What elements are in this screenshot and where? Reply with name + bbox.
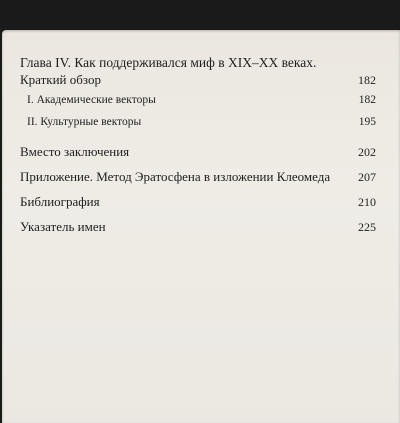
toc-subentry (20, 114, 376, 130)
leader (330, 180, 358, 181)
toc-entry-label: Приложение. Метод Эратосфена в изложении Клеомеда (20, 169, 331, 184)
toc-page-number: 182 (358, 73, 376, 87)
leader (129, 155, 358, 156)
toc-entry-label: Краткий обзор (20, 72, 101, 87)
toc-page-number: 225 (358, 220, 376, 234)
toc-subentry (20, 92, 376, 108)
toc-entry-overview (20, 72, 376, 88)
book-page (2, 30, 400, 423)
toc-entry-label: II. Культурные векторы (27, 116, 142, 128)
toc-entry-label: I. Академические векторы (27, 94, 156, 106)
toc-page-number: 207 (358, 170, 376, 184)
leader (101, 83, 358, 84)
leader (156, 102, 359, 103)
toc-page-number: 210 (358, 195, 376, 209)
table-of-contents (20, 54, 376, 235)
toc-entry-label: Библиография (20, 194, 100, 209)
leader (141, 124, 359, 125)
leader (106, 230, 358, 231)
toc-entry (20, 144, 376, 160)
leader (100, 205, 358, 206)
chapter-title: Глава IV. Как поддерживался миф в XIX–XX веках. (20, 55, 317, 70)
toc-entry-label: Указатель имен (20, 219, 106, 234)
toc-entry (20, 194, 376, 210)
toc-entry-label: Вместо заключения (20, 144, 130, 159)
toc-page-number: 195 (358, 116, 376, 128)
toc-page-number: 202 (358, 145, 376, 159)
toc-page-number: 182 (358, 94, 376, 106)
toc-entry (20, 219, 376, 235)
toc-entry (20, 169, 376, 185)
